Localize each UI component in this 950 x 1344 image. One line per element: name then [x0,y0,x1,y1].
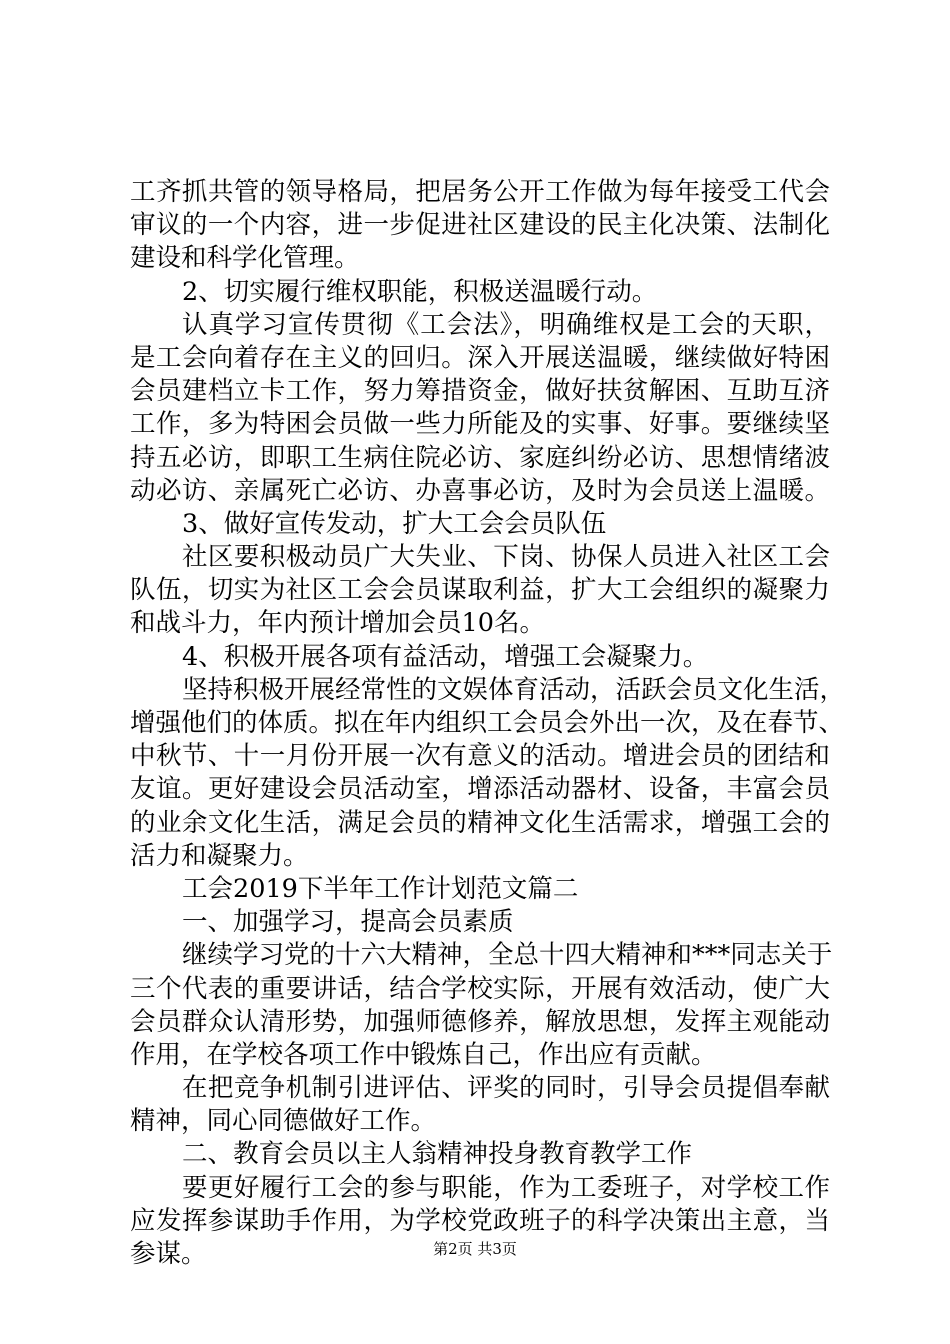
paragraph-first-line: 要更好履行工会的参与职能，作为工委班子，对学校工作 [182,1172,830,1203]
body-line: 应发挥参谋助手作用，为学校党政班子的科学决策出主意，当 [130,1205,830,1236]
paragraph-first-line: 坚持积极开展经常性的文娱体育活动，活跃会员文化生活， [182,674,846,705]
section-heading: 4、积极开展各项有益活动，增强工会凝聚力。 [182,641,709,672]
body-line: 会员群众认清形势，加强师德修养，解放思想，发挥主观能动 [130,1006,830,1037]
body-line: 工齐抓共管的领导格局，把居务公开工作做为每年接受工代会 [130,177,830,207]
section-heading: 3、做好宣传发动，扩大工会会员队伍 [182,508,607,539]
section-heading: 二、教育会员以主人翁精神投身教育教学工作 [182,1139,693,1170]
body-line: 审议的一个内容，进一步促进社区建设的民主化决策、法制化 [130,210,830,241]
paragraph-first-line: 在把竞争机制引进评估、评奖的同时，引导会员提倡奉献 [182,1073,830,1104]
body-line: 和战斗力，年内预计增加会员10名。 [130,608,545,639]
body-line: 工作，多为特困会员做一些力所能及的实事、好事。要继续坚 [130,409,830,440]
body-line: 的业余文化生活，满足会员的精神文化生活需求，增强工会的 [130,807,830,838]
body-line: 动必访、亲属死亡必访、办喜事必访，及时为会员送上温暖。 [130,475,830,506]
paragraph-first-line: 继续学习党的十六大精神，全总十四大精神和***同志关于 [182,940,833,971]
body-line: 友谊。更好建设会员活动室，增添活动器材、设备，丰富会员 [130,774,830,805]
article-subtitle: 工会2019下半年工作计划范文篇二 [182,873,579,904]
body-line: 三个代表的重要讲话，结合学校实际，开展有效活动，使广大 [130,973,830,1004]
body-line: 建设和科学化管理。 [130,243,360,274]
page-number-footer: 第2页 共3页 [433,1240,517,1258]
paragraph-first-line: 认真学习宣传贯彻《工会法》，明确维权是工会的天职， [182,309,830,340]
body-line: 会员建档立卡工作，努力筹措资金，做好扶贫解困、互助互济 [130,376,830,407]
body-line: 精神，同心同德做好工作。 [130,1106,437,1137]
body-line: 队伍，切实为社区工会会员谋取利益，扩大工会组织的凝聚力 [130,575,830,606]
paragraph-first-line: 社区要积极动员广大失业、下岗、协保人员进入社区工会 [182,542,830,573]
body-line: 活力和凝聚力。 [130,840,309,871]
body-line: 增强他们的体质。拟在年内组织工会员会外出一次，及在春节、 [130,708,845,738]
document-body [130,176,846,1271]
section-heading: 2、切实履行维权职能，积极送温暖行动。 [182,276,658,307]
body-line: 中秋节、十一月份开展一次有意义的活动。增进会员的团结和 [130,741,830,772]
body-line: 持五必访，即职工生病住院必访、家庭纠纷必访、思想情绪波 [130,442,830,473]
section-heading: 一、加强学习，提高会员素质 [182,907,514,938]
body-line: 参谋。 [130,1239,207,1269]
body-line: 作用，在学校各项工作中锻炼自己，作出应有贡献。 [130,1039,717,1070]
body-line: 是工会向着存在主义的回归。深入开展送温暖，继续做好特困 [130,342,830,373]
